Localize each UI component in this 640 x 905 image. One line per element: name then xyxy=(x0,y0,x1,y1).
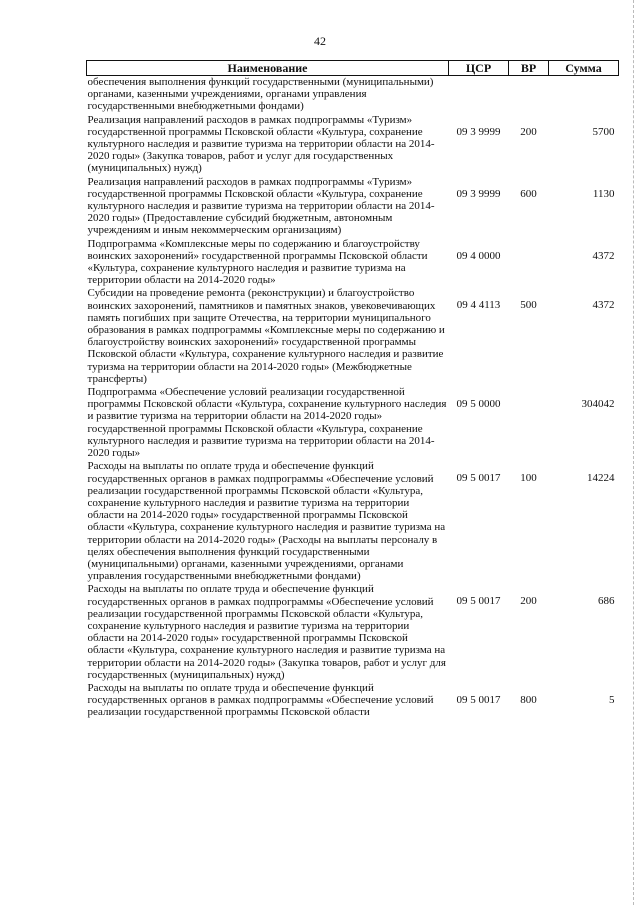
row-sum xyxy=(549,76,619,114)
row-sum: 5700 xyxy=(592,125,615,138)
row-name: Расходы на выплаты по оплате труда и обеспечение функций государственных органов в рамках подпрограммы «Обеспечение условий реализации государственной программы Псковской области «Культура, сохранение культурного наследия и развитие туризма на территории области на 2014-2020 годы» государственной программы Псковской области «Культура, сохранение культурного наследия и развитие туризма на территории области на 2014-2020 годы» (Закупка товаров, работ и услуг для государственных (муниципальных) нужд) xyxy=(87,583,446,681)
row-name: Расходы на выплаты по оплате труда и обеспечение функций государственных органов в рамках подпрограммы «Обеспечение условий реализации государственной программы Псковской области xyxy=(87,681,434,719)
row-name: Подпрограмма «Комплексные меры по содержанию и благоустройству воинских захоронений» государственной программы Псковской области «Культура, сохранение культурного наследия и развитие туризма на территории области на 2014-2020 годы» xyxy=(87,237,428,287)
row-csr xyxy=(449,76,509,114)
table-header-row xyxy=(87,61,619,76)
row-vr: 500 xyxy=(520,299,537,312)
row-name: Подпрограмма «Обеспечение условий реализации государственной программы Псковской области «Культура, сохранение культурного наследия и развитие туризма на территории области на 2014-2020 годы» государственной программы Псковской области «Культура, сохранение культурного наследия и развитие туризма на территории области на 2014-2020 годы» xyxy=(87,386,447,460)
row-vr xyxy=(509,386,549,460)
row-csr: 09 3 9999 xyxy=(456,187,501,200)
row-sum: 4372 xyxy=(592,249,615,262)
row-csr: 09 5 0017 xyxy=(456,595,501,608)
table-row xyxy=(87,176,619,238)
table-row xyxy=(87,460,619,583)
row-vr xyxy=(509,76,549,114)
header-name: Наименование xyxy=(87,61,449,76)
table-row xyxy=(87,386,619,460)
row-csr: 09 5 0017 xyxy=(456,693,501,706)
row-vr: 600 xyxy=(520,187,537,200)
row-vr: 200 xyxy=(520,595,537,608)
table-row xyxy=(87,114,619,176)
row-sum: 4372 xyxy=(592,299,615,312)
row-name: Реализация направлений расходов в рамках подпрограммы «Туризм» государственной программы Псковской области «Культура, сохранение культурного наследия и развитие туризма на территории области на 2014-2020 годы» (Закупка товаров, работ и услуг для государственных (муниципальных) нужд) xyxy=(87,113,435,175)
header-vr: ВР xyxy=(509,61,549,76)
row-csr: 09 4 0000 xyxy=(456,249,501,262)
row-sum: 14224 xyxy=(587,472,615,485)
row-sum: 686 xyxy=(598,595,615,608)
row-csr: 09 3 9999 xyxy=(456,125,501,138)
scan-edge xyxy=(632,0,634,905)
row-csr: 09 5 0017 xyxy=(456,472,501,485)
row-csr: 09 5 0000 xyxy=(456,398,501,411)
row-vr: 800 xyxy=(520,693,537,706)
budget-table xyxy=(86,60,619,720)
row-sum: 5 xyxy=(609,693,615,706)
row-vr xyxy=(509,238,549,288)
row-name: обеспечения выполнения функций государственными (муниципальными) органами, казенными учреждениями, органами управления государственными внебюджетными фондами) xyxy=(87,76,434,113)
table-row xyxy=(87,76,619,114)
row-csr: 09 4 4113 xyxy=(456,299,501,312)
table-row xyxy=(87,287,619,386)
table-row xyxy=(87,238,619,288)
row-sum: 1130 xyxy=(592,187,615,200)
row-vr: 200 xyxy=(520,125,537,138)
table-row xyxy=(87,682,619,720)
row-sum: 304042 xyxy=(581,398,615,411)
row-name: Расходы на выплаты по оплате труда и обеспечение функций государственных органов в рамках подпрограммы «Обеспечение условий реализации государственной программы Псковской области «Культура, сохранение культурного наследия и развитие туризма на территории области на 2014-2020 годы» государственной программы Псковской области «Культура, сохранение культурного наследия и развитие туризма на территории области на 2014-2020 годы» (Расходы на выплаты персоналу в целях обеспечения выполнения функций государственными (муниципальными) органами, казенными учреждениями, органами управления государственными внебюджетными фондами) xyxy=(87,460,446,583)
row-name: Субсидии на проведение ремонта (реконструкции) и благоустройство воинских захоронений, памятников и памятных знаков, увековечивающих память погибших при защите Отечества, на территории муниципального образования в рамках подпрограммы «Комплексные меры по содержанию и благоустройству воинских захоронений» государственной программы Псковской области «Культура, сохранение культурного наследия и развитие туризма на территории области на 2014-2020 годы» (Межбюджетные трансферты) xyxy=(87,287,445,385)
header-sum: Сумма xyxy=(549,61,619,76)
page-number: 42 xyxy=(314,34,326,48)
header-csr: ЦСР xyxy=(449,61,509,76)
row-name: Реализация направлений расходов в рамках подпрограммы «Туризм» государственной программы Псковской области «Культура, сохранение культурного наследия и развитие туризма на территории области на 2014-2020 годы» (Предоставление субсидий бюджетным, автономным учреждениям и иным некоммерческим организациям) xyxy=(87,175,435,237)
row-vr: 100 xyxy=(520,472,537,485)
table-row xyxy=(87,583,619,682)
